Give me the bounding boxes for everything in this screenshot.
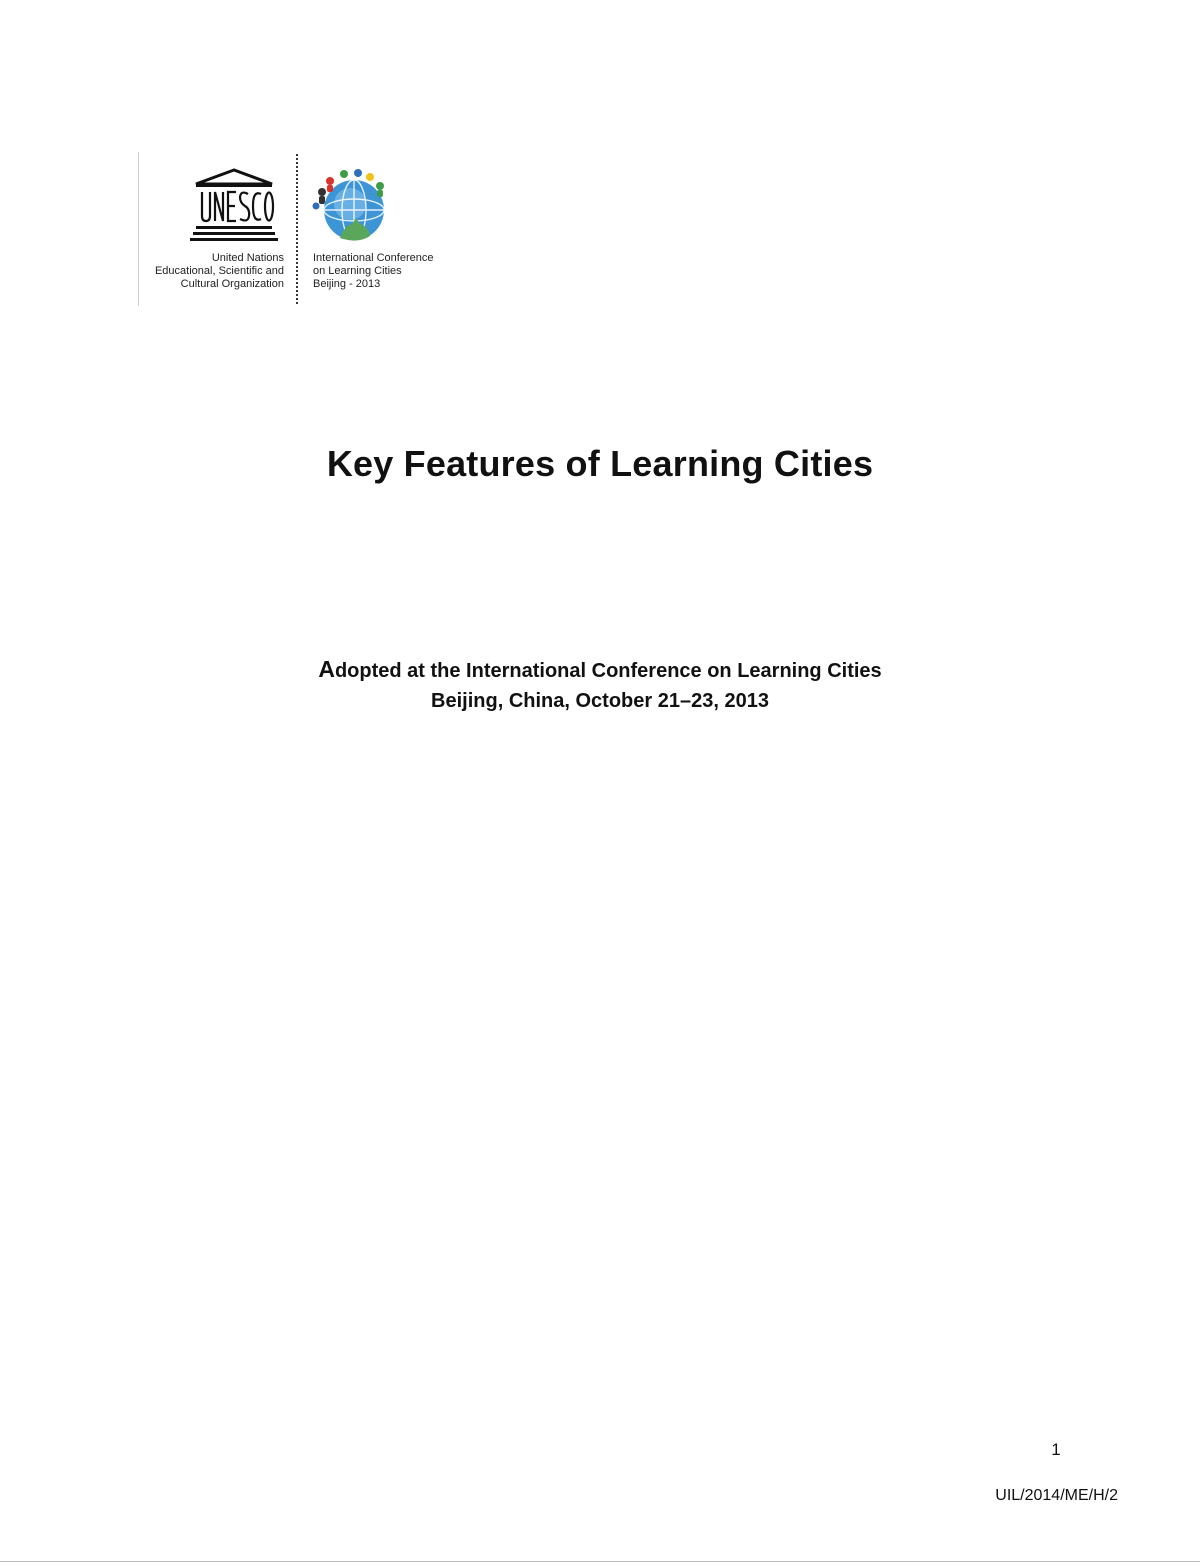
conference-line-3: Beijing - 2013 [313,278,381,290]
unesco-line-1: United Nations [211,252,284,264]
adopted-statement [0,656,1200,683]
venue-date-line: Beijing, China, October 21–23, 2013 [431,690,769,712]
conference-globe-emblem [310,168,388,244]
page-number: 1 [1051,1440,1061,1459]
adopted-initial: A [318,656,335,682]
adopted-rest: dopted at the International Conference on Learning Cities [334,660,882,682]
conference-name-text [313,252,463,291]
unesco-line-3: Cultural Organization [180,278,284,290]
logo-left-rule [138,152,139,306]
unesco-line-2: Educational, Scientific and [154,265,284,277]
conference-line-1: International Conference [313,252,434,264]
conference-line-2: on Learning Cities [313,265,402,277]
page-bottom-rule [0,1561,1200,1562]
unesco-name-text [140,252,284,291]
unesco-temple-logo [190,168,278,244]
document-title: Key Features of Learning Cities [326,443,874,484]
header-logos [138,152,458,308]
document-code: UIL/2014/ME/H/2 [995,1487,1118,1504]
logo-dotted-divider [296,154,298,304]
